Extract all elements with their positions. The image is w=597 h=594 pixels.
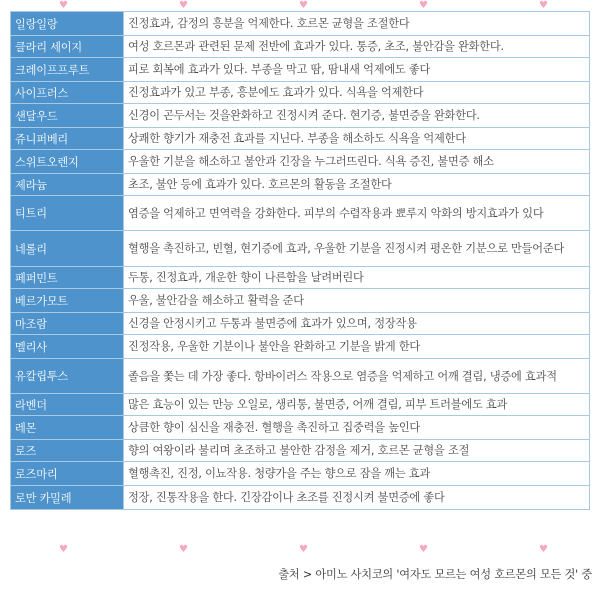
heart-icon: ♥ (419, 0, 428, 11)
table-row (11, 313, 590, 335)
oil-description-cell: 진정작용, 우울한 기분이나 불안을 완화하고 기분을 밝게 한다 (124, 335, 590, 359)
table-row (11, 416, 590, 440)
oil-name-cell: 티트리 (11, 196, 124, 231)
oil-description-cell: 우울한 기분을 해소하고 불안과 긴장을 누그러뜨린다. 식욕 증진, 불면증 해소 (124, 150, 590, 174)
oil-name-cell: 로즈마리 (11, 462, 124, 486)
oil-description-cell: 상쾌한 향기가 재충전 효과를 지닌다. 부종을 해소하도 식욕을 억제한다 (124, 128, 590, 150)
oil-description-cell: 신경을 안정시키고 두통과 불면증에 효과가 있으며, 정장작용 (124, 313, 590, 335)
table-row (11, 394, 590, 416)
oil-description-cell: 진정효과가 있고 부종, 흥분에도 효과가 있다. 식욕을 억제한다 (124, 82, 590, 104)
heart-icon: ♥ (179, 0, 188, 11)
oil-description-cell: 혈행을 촉진하고, 빈혈, 현기증에 효과, 우울한 기분을 진정시켜 평온한 기분으로 만들어준다 (124, 231, 590, 267)
oil-name-cell: 페퍼민트 (11, 267, 124, 289)
oil-description-cell: 피로 회복에 효과가 있다. 부종을 막고 땀, 땀내새 억제에도 좋다 (124, 58, 590, 82)
oil-name-cell: 크레이프프루트 (11, 58, 124, 82)
heart-icon: ♥ (299, 0, 308, 11)
table-row (11, 174, 590, 196)
oil-description-cell: 염증을 억제하고 면역력을 강화한다. 피부의 수렴작용과 뾰루지 악화의 방지효과가 있다 (124, 196, 590, 231)
heart-icon: ♥ (59, 544, 68, 555)
table-row (11, 58, 590, 82)
table-row (11, 36, 590, 58)
table-row (11, 104, 590, 128)
oil-name-cell: 클라리 세이지 (11, 36, 124, 58)
oil-description-cell: 초조, 불안 등에 효과가 있다. 호르몬의 활동을 조절한다 (124, 174, 590, 196)
table-row (11, 335, 590, 359)
oil-name-cell: 샌달우드 (11, 104, 124, 128)
oil-description-cell: 향의 여왕이라 불리며 초조하고 불안한 감정을 제거, 호르몬 균형을 조절 (124, 440, 590, 462)
table-row (11, 267, 590, 289)
oil-name-cell: 베르가모트 (11, 289, 124, 313)
oil-description-cell: 정장, 진통작용을 한다. 긴장감이나 초조를 진정시켜 불면증에 좋다 (124, 486, 590, 510)
oil-name-cell: 멜리사 (11, 335, 124, 359)
heart-icon: ♥ (179, 544, 188, 555)
heart-decoration-row-bottom (0, 544, 597, 556)
table-row (11, 486, 590, 510)
oil-description-cell: 신경이 곤두서는 것을완화하고 진정시켜 준다. 현기증, 불면증을 완화한다. (124, 104, 590, 128)
heart-icon: ♥ (419, 544, 428, 555)
oil-name-cell: 로만 카밀레 (11, 486, 124, 510)
heart-icon: ♥ (299, 544, 308, 555)
table-row (11, 231, 590, 267)
oil-name-cell: 마조람 (11, 313, 124, 335)
table-row (11, 440, 590, 462)
source-citation: 출처 > 아미노 사치코의 '여자도 모르는 여성 호르몬의 모든 것' 중 (278, 568, 592, 581)
table-row (11, 12, 590, 36)
heart-icon: ♥ (59, 0, 68, 11)
oil-name-cell: 라벤더 (11, 394, 124, 416)
essential-oil-table (10, 11, 590, 510)
oil-description-cell: 상큼한 향이 심신을 재충전. 혈행을 촉진하고 집중력을 높인다 (124, 416, 590, 440)
oil-description-cell: 혈행촉진, 진정, 이뇨작용. 청량가을 주는 향으로 잠을 깨는 효과 (124, 462, 590, 486)
table-row (11, 289, 590, 313)
oil-description-cell: 여성 호르몬과 관련된 문제 전반에 효과가 있다. 통증, 초조, 불안감을 완화한다. (124, 36, 590, 58)
oil-name-cell: 쥬니퍼베리 (11, 128, 124, 150)
oil-description-cell: 두통, 진정효과, 개운한 향이 나른함을 날려버린다 (124, 267, 590, 289)
oil-name-cell: 레몬 (11, 416, 124, 440)
table-row (11, 150, 590, 174)
oil-name-cell: 사이프러스 (11, 82, 124, 104)
oil-description-cell: 졸음을 쫓는 데 가장 좋다. 항바이러스 작용으로 염증을 억제하고 어깨 결림, 냉증에 효과적 (124, 359, 590, 394)
oil-description-cell: 진정효과, 감정의 흥분을 억제한다. 호르몬 균형을 조절한다 (124, 12, 590, 36)
oil-name-cell: 유칼립투스 (11, 359, 124, 394)
table-row (11, 82, 590, 104)
oil-description-cell: 많은 효능이 있는 만능 오일로, 생리통, 불면증, 어깨 결림, 피부 트러블에도 효과 (124, 394, 590, 416)
oil-name-cell: 스위트오렌지 (11, 150, 124, 174)
heart-icon: ♥ (539, 0, 548, 11)
table-row (11, 462, 590, 486)
oil-name-cell: 네롤리 (11, 231, 124, 267)
oil-description-cell: 우울, 불안감을 해소하고 활력을 준다 (124, 289, 590, 313)
heart-icon: ♥ (539, 544, 548, 555)
table-row (11, 196, 590, 231)
oil-name-cell: 일랑일랑 (11, 12, 124, 36)
oil-name-cell: 제라늄 (11, 174, 124, 196)
table-row (11, 359, 590, 394)
oil-name-cell: 로즈 (11, 440, 124, 462)
table-row (11, 128, 590, 150)
